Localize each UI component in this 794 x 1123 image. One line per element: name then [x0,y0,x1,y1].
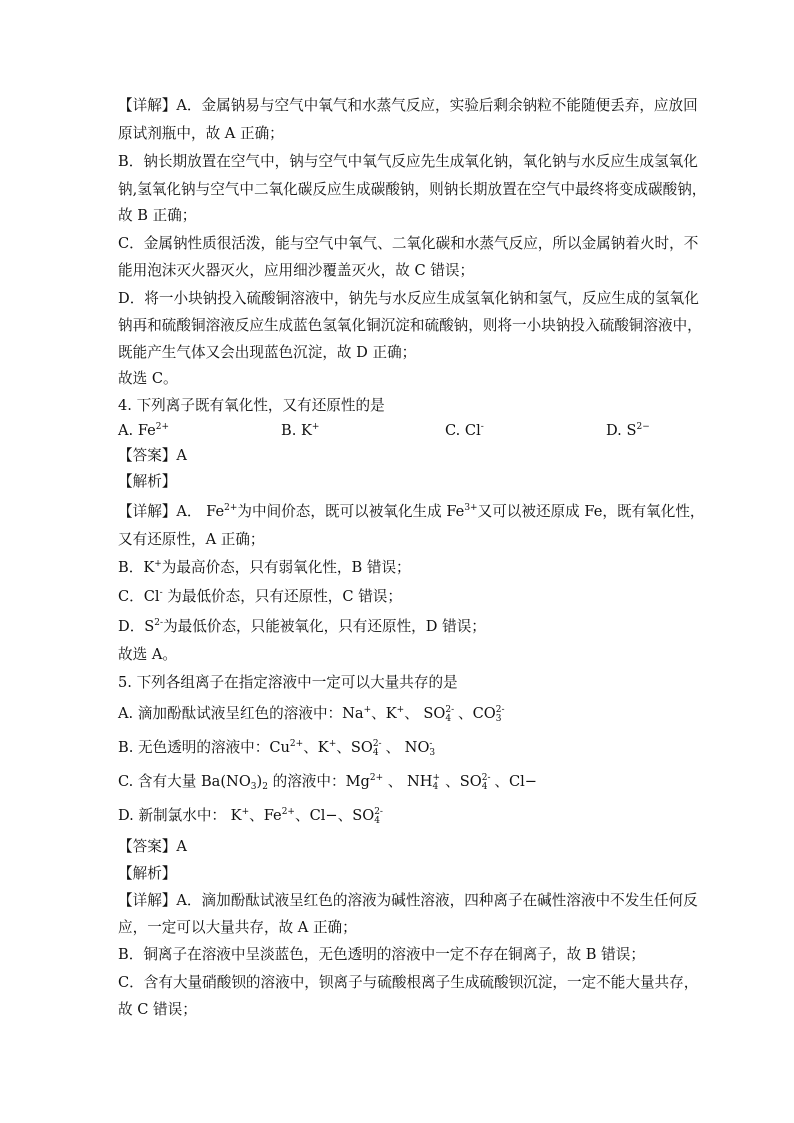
q5-option-d: D. 新制氯水中： K+、$Fe^{2+}$、Cl−、SO 2- 4 [118,807,383,826]
question-5-stem: 5. 下列各组离子在指定溶液中一定可以大量共存的是 [118,674,458,691]
question-4-options [118,422,688,442]
text-line: 故选 C。 [118,370,178,387]
text-line: 故选 A。 [118,646,177,663]
text-line: C．含有大量硝酸钡的溶液中，钡离子与硫酸根离子生成硫酸钡沉淀，一定不能大量共存， [118,974,699,991]
text-line: C．金属钠性质很活泼，能与空气中氧气、二氧化碳和水蒸气反应，所以金属钠着火时，不 [118,235,699,252]
text-line: D．$S^{2-}$为最低价态，只能被氧化，只有还原性，D 错误； [118,618,486,635]
q5-option-a: A. 滴加酚酞试液呈红色的溶液中：Na+、K+、 SO 2- 4 、CO 2- 3 [118,705,505,724]
text-line: 故 C 错误； [118,1001,197,1018]
text-line: 原试剂瓶中，故 A 正确； [118,125,284,142]
q5-option-c: C. 含有大量 $Ba(NO_3)_2$ 的溶液中：$Mg^{2+}$ 、 NH + 4 、SO 2- 4 、Cl− [118,773,538,792]
text-line: 既能产生气体又会出现蓝色沉淀，故 D 正确； [118,344,417,361]
text-line: D．将一小块钠投入硫酸铜溶液中，钠先与水反应生成氢氧化钠和氢气，反应生成的氢氧化 [118,290,699,307]
text-line: 故 B 正确； [118,207,197,224]
q4-option-b: B. K+ [281,422,320,439]
answer-label: 【答案】A [118,447,187,464]
text-line: 钠再和硫酸铜溶液反应生成蓝色氢氧化铜沉淀和硫酸钠，则将一小块钠投入硫酸铜溶液中， [118,317,702,334]
text-line: C．Cl- 为最低价态，只有还原性，C 错误； [118,588,402,605]
text-line: 又有还原性，A 正确； [118,531,265,548]
text-line: 【详解】A．滴加酚酞试液呈红色的溶液为碱性溶液，四种离子在碱性溶液中不发生任何反 [118,892,698,909]
text-line: B．钠长期放置在空气中，钠与空气中氧气反应先生成氧化钠，氧化钠与水反应生成氢氧化 [118,153,698,170]
text-line: 【详解】A． $Fe^{2+}$为中间价态，既可以被氧化生成 $Fe^{3+}$又可以被还原成 Fe，既有氧化性， [118,503,705,520]
text-line: B．K+为最高价态，只有弱氧化性，B 错误； [118,559,411,576]
text-line: 【详解】A．金属钠易与空气中氧气和水蒸气反应，实验后剩余钠粒不能随便丢弃，应放回 [118,97,698,114]
answer-label: 【答案】A [118,838,187,855]
analysis-label: 【解析】 [118,473,177,490]
q4-option-a: A. $Fe^{2+}$ [118,422,170,439]
q5-option-b: B. 无色透明的溶液中：$Cu^{2+}$、K+、SO 2- 4 、 NO - 3 [118,739,436,758]
question-4-stem: 4. 下列离子既有氧化性，又有还原性的是 [118,397,385,414]
q4-option-c: C. Cl- [445,422,484,439]
text-line: B．铜离子在溶液中呈淡蓝色，无色透明的溶液中一定不存在铜离子，故 B 错误； [118,946,645,963]
text-line: 应，一定可以大量共存，故 A 正确； [118,919,357,936]
text-line: 能用泡沫灭火器灭火，应用细沙覆盖灭火，故 C 错误； [118,262,475,279]
text-line: 钠,氢氧化钠与空气中二氧化碳反应生成碳酸钠，则钠长期放置在空气中最终将变成碳酸钠， [118,181,707,198]
q4-option-d: D. $S^{2-}$ [606,422,650,439]
analysis-label: 【解析】 [118,865,177,882]
